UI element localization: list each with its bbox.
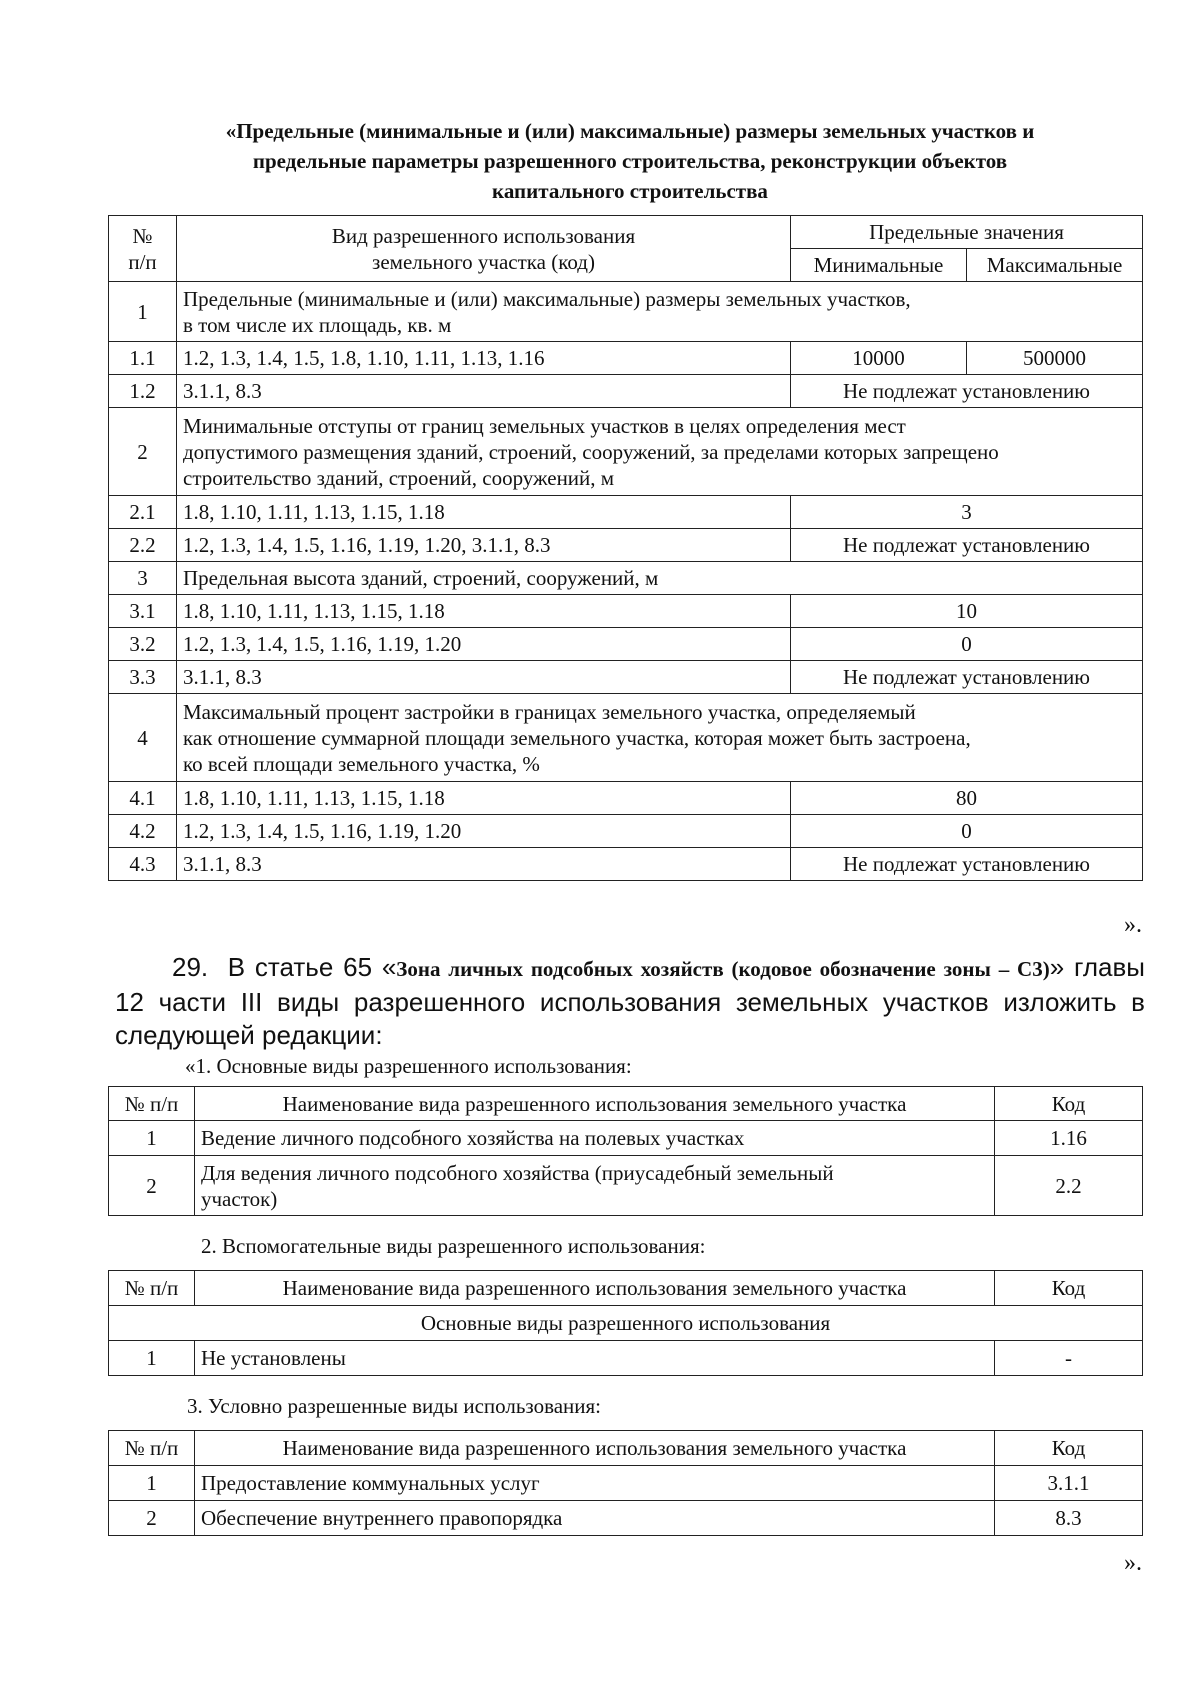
table-row <box>109 342 1143 375</box>
row-num: 2.2 <box>109 529 177 562</box>
row-codes: 3.1.1, 8.3 <box>177 661 791 694</box>
row-codes: 1.8, 1.10, 1.11, 1.13, 1.15, 1.18 <box>177 782 791 815</box>
row-value: 80 <box>791 782 1143 815</box>
row-num: 1.1 <box>109 342 177 375</box>
table-title <box>100 116 1160 206</box>
title-line-1: «Предельные (минимальные и (или) максимальные) размеры земельных участков и <box>225 119 1035 143</box>
row-codes: 1.2, 1.3, 1.4, 1.5, 1.16, 1.19, 1.20, 3.1.1, 8.3 <box>177 529 791 562</box>
row-num: 4.3 <box>109 848 177 881</box>
row-codes: 3.1.1, 8.3 <box>177 848 791 881</box>
table-row <box>109 782 1143 815</box>
section-text: Предельные (минимальные и (или) максимальные) размеры земельных участков, в том числе их площадь, кв. м <box>177 282 1143 342</box>
row-codes: 1.8, 1.10, 1.11, 1.13, 1.15, 1.18 <box>177 496 791 529</box>
table-row <box>109 848 1143 881</box>
table-header-row: № п/п Наименование вида разрешенного использования земельного участка Код <box>109 1087 1143 1121</box>
table-row <box>109 661 1143 694</box>
table-row <box>109 595 1143 628</box>
section-row <box>109 408 1143 496</box>
row-num: 2.1 <box>109 496 177 529</box>
section-row <box>109 694 1143 782</box>
title-line-3: капитального строительства <box>492 179 768 203</box>
row-value: Не подлежат установлению <box>791 848 1143 881</box>
table-row: 1 Не установлены - <box>109 1341 1143 1376</box>
row-num: 2 <box>109 408 177 496</box>
zone-name: Зона личных подсобных хозяйств (кодовое обозначение зоны – С3) <box>396 957 1050 981</box>
header-values: Предельные значения <box>791 216 1143 249</box>
table-header-row <box>109 216 1143 249</box>
section-text: Предельная высота зданий, строений, сооружений, м <box>177 562 1143 595</box>
group-row: Основные виды разрешенного использования <box>109 1306 1143 1341</box>
table-row: 1 Ведение личного подсобного хозяйства на полевых участках 1.16 <box>109 1121 1143 1156</box>
table-row <box>109 529 1143 562</box>
row-codes: 1.2, 1.3, 1.4, 1.5, 1.16, 1.19, 1.20 <box>177 815 791 848</box>
row-codes: 3.1.1, 8.3 <box>177 375 791 408</box>
row-value: 3 <box>791 496 1143 529</box>
section-1-heading: «1. Основные виды разрешенного использования: <box>185 1054 632 1078</box>
row-value: Не подлежат установлению <box>791 661 1143 694</box>
paragraph-29: 29. В статье 65 «Зона личных подсобных хозяйств (кодовое обозначение зоны – С3)» главы 12 части III виды разрешенного использования земельных участков изложить в следующей редакции: <box>115 952 1145 1050</box>
section-row <box>109 562 1143 595</box>
main-uses-table <box>108 1086 1143 1216</box>
section-3-heading: 3. Условно разрешенные виды использования: <box>187 1394 602 1418</box>
row-num: 3.3 <box>109 661 177 694</box>
table-header-row: № п/п Наименование вида разрешенного использования земельного участка Код <box>109 1271 1143 1306</box>
section-text: Минимальные отступы от границ земельных участков в целях определения мест допустимого размещения зданий, строений, сооружений, за пределами которых запрещено строительство зданий, строений, сооружений, м <box>177 408 1143 496</box>
section-text: Максимальный процент застройки в границах земельного участка, определяемый как отношение суммарной площади земельного участка, которая может быть застроена, ко всей площади земельного участка, % <box>177 694 1143 782</box>
row-num: 3 <box>109 562 177 595</box>
table-row: 2 Для ведения личного подсобного хозяйства (приусадебный земельный участок) 2.2 <box>109 1156 1143 1216</box>
row-value: Не подлежат установлению <box>791 529 1143 562</box>
table-row <box>109 375 1143 408</box>
table-row <box>109 815 1143 848</box>
row-codes: 1.2, 1.3, 1.4, 1.5, 1.16, 1.19, 1.20 <box>177 628 791 661</box>
row-num: 4.2 <box>109 815 177 848</box>
row-value: 0 <box>791 628 1143 661</box>
section-row <box>109 282 1143 342</box>
row-num: 4 <box>109 694 177 782</box>
title-line-2: предельные параметры разрешенного строительства, реконструкции объектов <box>252 149 1008 173</box>
header-type: Вид разрешенного использования земельного участка (код) <box>177 216 791 282</box>
auxiliary-uses-table <box>108 1270 1143 1376</box>
row-num: 1.2 <box>109 375 177 408</box>
conditional-uses-table <box>108 1430 1143 1536</box>
row-value: Не подлежат установлению <box>791 375 1143 408</box>
header-min: Минимальные <box>791 249 967 282</box>
row-max: 500000 <box>967 342 1143 375</box>
row-num: 3.1 <box>109 595 177 628</box>
header-max: Максимальные <box>967 249 1143 282</box>
row-num: 1 <box>109 282 177 342</box>
row-codes: 1.2, 1.3, 1.4, 1.5, 1.8, 1.10, 1.11, 1.13, 1.16 <box>177 342 791 375</box>
section-2-heading: 2. Вспомогательные виды разрешенного использования: <box>201 1234 706 1258</box>
table-row: 2 Обеспечение внутреннего правопорядка 8.3 <box>109 1501 1143 1536</box>
closing-quote: ». <box>1124 1550 1142 1576</box>
table-row <box>109 496 1143 529</box>
row-num: 3.2 <box>109 628 177 661</box>
row-value: 0 <box>791 815 1143 848</box>
closing-quote: ». <box>1124 912 1142 938</box>
row-num: 4.1 <box>109 782 177 815</box>
table-header-row: № п/п Наименование вида разрешенного использования земельного участка Код <box>109 1431 1143 1466</box>
table-row: 1 Предоставление коммунальных услуг 3.1.1 <box>109 1466 1143 1501</box>
table-row <box>109 628 1143 661</box>
limits-table <box>108 215 1143 881</box>
row-codes: 1.8, 1.10, 1.11, 1.13, 1.15, 1.18 <box>177 595 791 628</box>
row-value: 10 <box>791 595 1143 628</box>
header-num: № п/п <box>109 216 177 282</box>
paragraph-number: 29. <box>172 952 209 982</box>
row-min: 10000 <box>791 342 967 375</box>
